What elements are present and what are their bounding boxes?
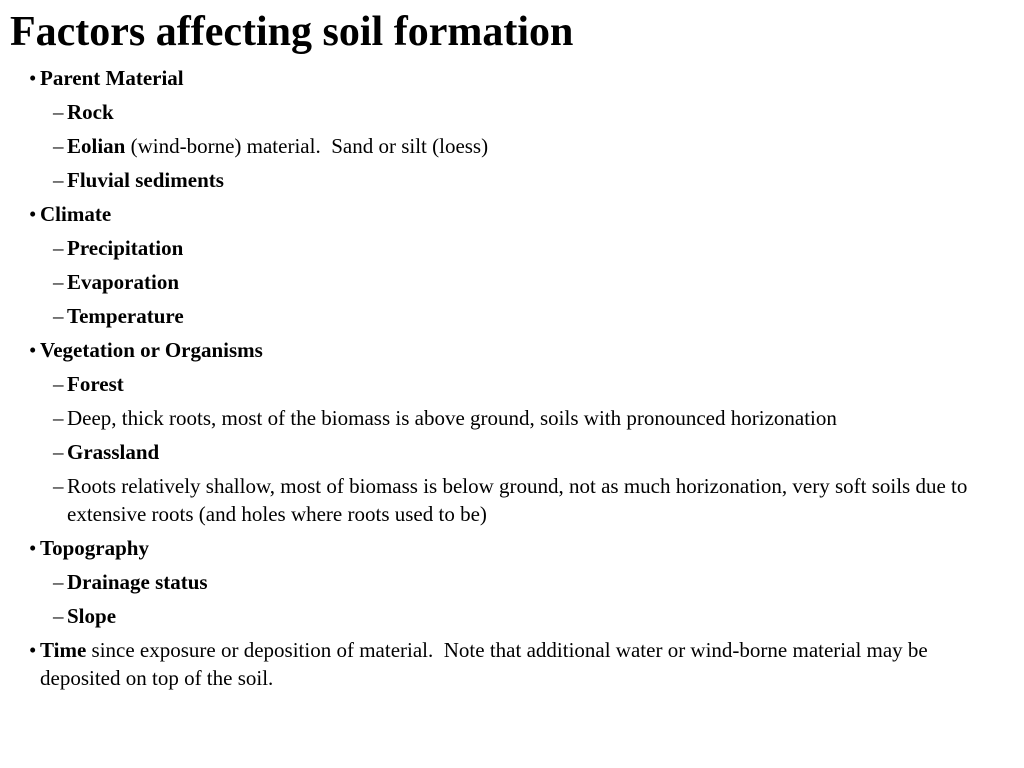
bullet-label: Vegetation or Organisms <box>40 338 263 362</box>
slide-title: Factors affecting soil formation <box>10 9 574 55</box>
sub-item-label: Evaporation <box>67 270 180 294</box>
sub-item-label: Forest <box>67 372 124 396</box>
sub-item-label: Grassland <box>67 440 160 464</box>
dash-marker: – <box>53 168 64 192</box>
sub-item-label: Temperature <box>67 304 184 328</box>
sub-item-text: Roots relatively shallow, most of biomass is below ground, not as much horizonation, very soft soils due to extensive roots (and holes where roots used to be) <box>67 474 968 526</box>
sub-item-grassland <box>0 438 1024 466</box>
sub-item-fluvial-sediments <box>0 166 1024 194</box>
sub-item-rock <box>0 98 1024 126</box>
bullet-label: Climate <box>40 202 112 226</box>
dash-marker: – <box>53 604 64 628</box>
dash-marker: – <box>53 570 64 594</box>
dash-marker: – <box>53 134 64 158</box>
dash-marker: – <box>53 304 64 328</box>
bullet-text: since exposure or deposition of material. Note that additional water or wind-borne material may be deposited on top of the soil. <box>40 638 934 690</box>
sub-item-slope <box>0 602 1024 630</box>
sub-item-text: Deep, thick roots, most of the biomass is above ground, soils with pronounced horizonation <box>67 406 837 430</box>
sub-item-forest <box>0 370 1024 398</box>
sub-item-grassland-description <box>0 472 1024 528</box>
bullet-list <box>0 64 1024 698</box>
bullet-time <box>0 636 1024 692</box>
bullet-label: Parent Material <box>40 66 184 90</box>
dash-marker: – <box>53 406 64 430</box>
bullet-label: Topography <box>40 536 149 560</box>
sub-item-evaporation <box>0 268 1024 296</box>
sub-item-precipitation <box>0 234 1024 262</box>
dash-marker: – <box>53 100 64 124</box>
sub-item-eolian <box>0 132 1024 160</box>
sub-item-label: Rock <box>67 100 114 124</box>
sub-item-label: Fluvial sediments <box>67 168 224 192</box>
bullet-topography <box>0 534 1024 562</box>
sub-item-forest-description <box>0 404 1024 432</box>
dash-marker: – <box>53 440 64 464</box>
bullet-marker: • <box>29 66 37 90</box>
bullet-marker: • <box>29 338 37 362</box>
sub-item-label: Slope <box>67 604 117 628</box>
sub-item-label: Drainage status <box>67 570 208 594</box>
bullet-label: Time <box>40 638 87 662</box>
dash-marker: – <box>53 372 64 396</box>
sub-item-label: Precipitation <box>67 236 184 260</box>
sub-item-label: Eolian <box>67 134 126 158</box>
sub-item-text: (wind-borne) material. Sand or silt (loess) <box>125 134 489 158</box>
bullet-parent-material <box>0 64 1024 92</box>
dash-marker: – <box>53 270 64 294</box>
dash-marker: – <box>53 236 64 260</box>
bullet-marker: • <box>29 202 37 226</box>
bullet-climate <box>0 200 1024 228</box>
bullet-marker: • <box>29 638 37 662</box>
sub-item-drainage-status <box>0 568 1024 596</box>
bullet-marker: • <box>29 536 37 560</box>
sub-item-temperature <box>0 302 1024 330</box>
dash-marker: – <box>53 474 64 498</box>
bullet-vegetation <box>0 336 1024 364</box>
